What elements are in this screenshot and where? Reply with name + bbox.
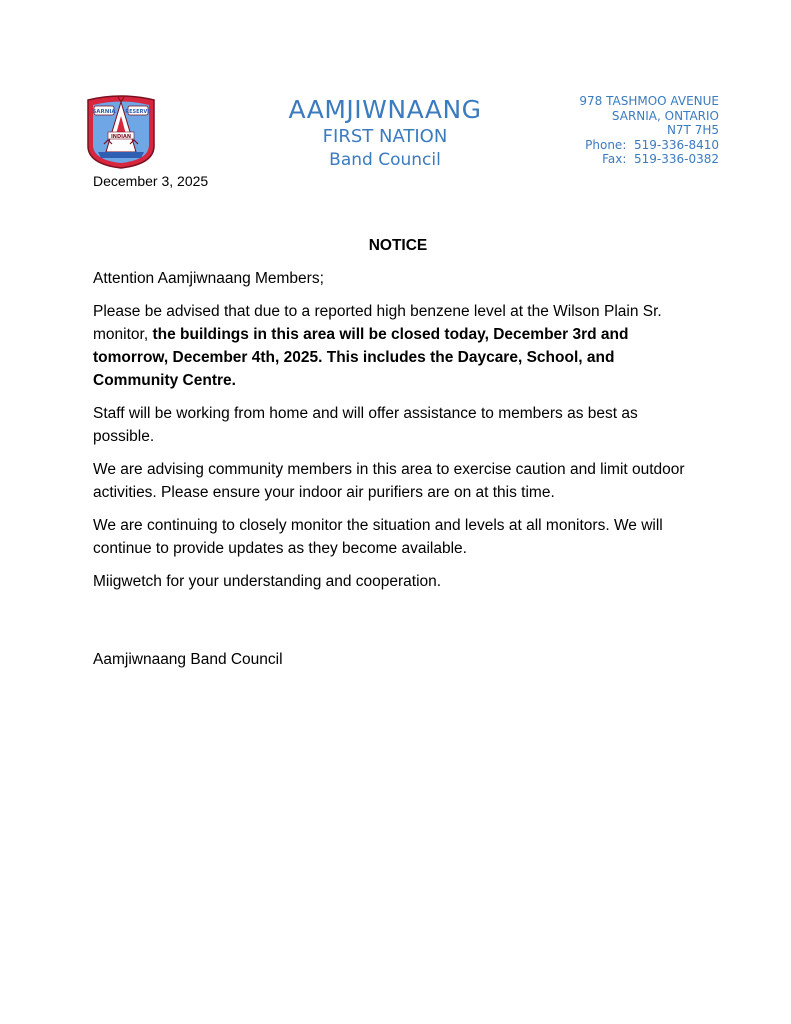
signature: Aamjiwnaang Band Council [93,651,283,668]
address-block [579,94,719,167]
paragraph-monitoring: We are continuing to closely monitor the situation and levels at all monitors. We will continue to provide updates as they become available. [93,517,663,557]
address-postal: N7T 7H5 [666,123,719,137]
band-council-logo [84,94,158,170]
logo-sarnia-text: SARNIA [92,109,116,115]
paragraph-closure [93,300,703,392]
paragraph-staff: Staff will be working from home and will offer assistance to members as best as possible. [93,405,638,445]
org-name-line2: FIRST NATION [322,126,448,147]
notice-body [93,234,703,603]
paragraph-closure-bold: the buildings in this area will be closed today, December 3rd and tomorrow, December 4th, 2025. This includes the Daycare, School, and Community Centre. [93,326,629,389]
organization-header [230,95,540,171]
greeting: Attention Aamjiwnaang Members; [93,270,324,287]
paragraph-closure-intro: Please be advised that due to a reported high benzene level at the Wilson Plain Sr. monitor, [93,303,662,343]
logo-reserve-text: RESERVE [125,109,151,115]
notice-title: NOTICE [368,237,428,254]
address-street: 978 TASHMOO AVENUE [579,94,719,108]
org-name-line3: Band Council [329,150,441,170]
address-fax: Fax: 519-336-0382 [602,152,719,166]
paragraph-advisory: We are advising community members in this area to exercise caution and limit outdoor activities. Please ensure your indoor air purifiers are on at this time. [93,461,685,501]
letter-date: December 3, 2025 [93,173,209,189]
address-phone: Phone: 519-336-8410 [585,137,719,152]
logo-indian-text: INDIAN [110,134,132,140]
address-city: SARNIA, ONTARIO [611,108,719,123]
crest-icon [84,94,158,170]
org-name-line1: AAMJIWNAANG [288,95,482,124]
paragraph-thanks: Miigwetch for your understanding and cooperation. [93,573,442,590]
